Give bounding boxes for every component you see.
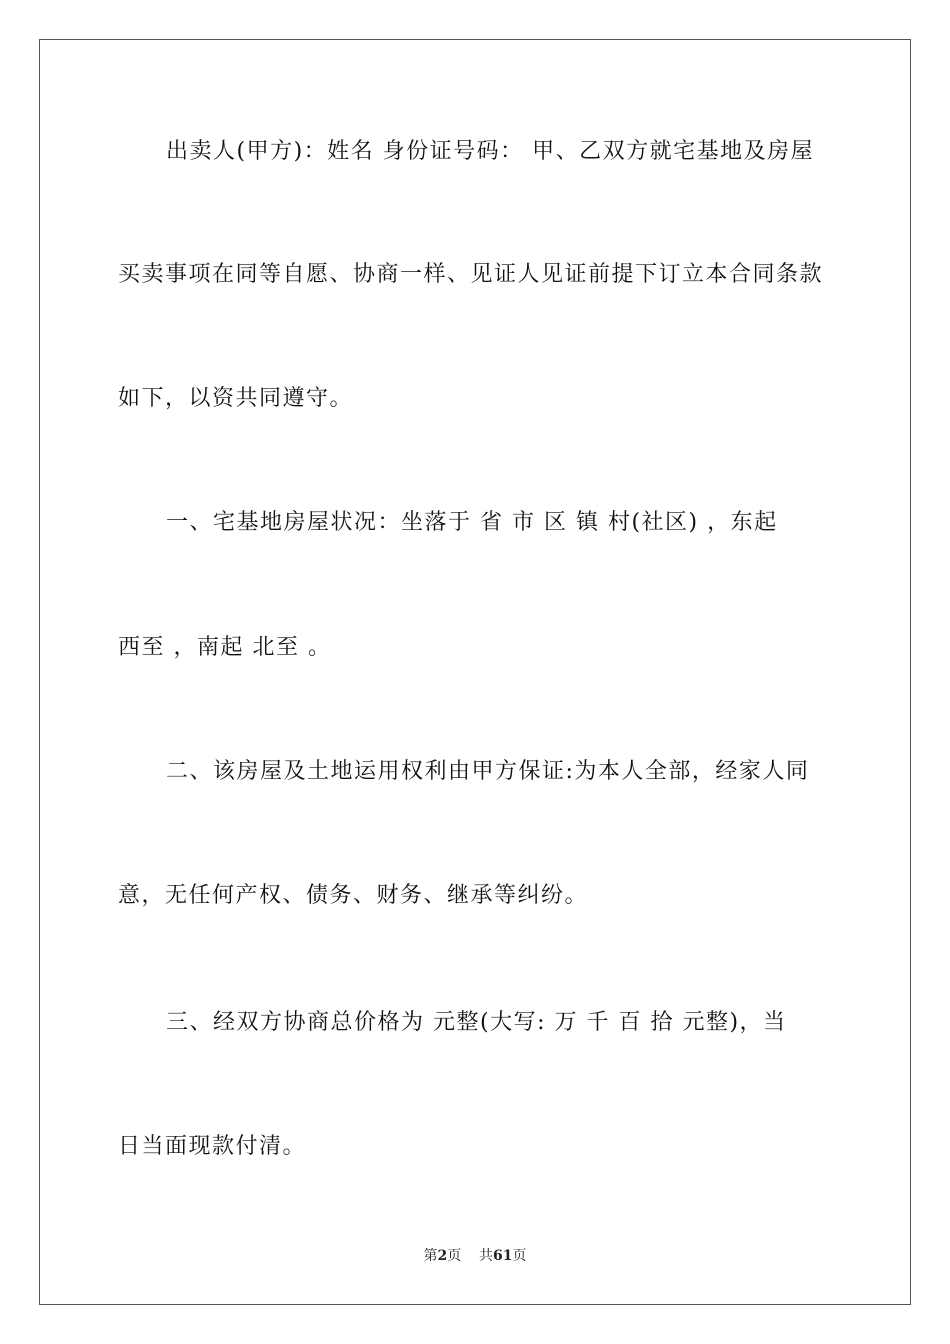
section-1-line-2: 西至 ，南起 北至 。 bbox=[118, 635, 332, 660]
paragraph-1-line-1: 出卖人(甲方)：姓名 身份证号码： 甲、乙双方就宅基地及房屋 bbox=[166, 139, 815, 164]
section-1-line-1: 一、宅基地房屋状况：坐落于 省 市 区 镇 村(社区) ，东起 bbox=[166, 510, 778, 535]
page-border bbox=[39, 39, 911, 1305]
footer-total-suffix: 页 bbox=[512, 1248, 527, 1264]
paragraph-1-line-3: 如下，以资共同遵守。 bbox=[118, 386, 354, 411]
section-2-line-2: 意，无任何产权、债务、财务、继承等纠纷。 bbox=[118, 883, 589, 908]
page-footer bbox=[0, 1246, 950, 1266]
footer-total-prefix: 共 bbox=[479, 1248, 494, 1264]
footer-page-prefix: 第 bbox=[423, 1248, 438, 1264]
footer-total-pages: 61 bbox=[493, 1248, 513, 1264]
section-3-line-2: 日当面现款付清。 bbox=[118, 1134, 307, 1159]
section-3-line-1: 三、经双方协商总价格为 元整(大写: 万 千 百 拾 元整)，当 bbox=[166, 1010, 787, 1035]
paragraph-1-line-2: 买卖事项在同等自愿、协商一样、见证人见证前提下订立本合同条款 bbox=[118, 262, 824, 287]
footer-page-number: 2 bbox=[437, 1248, 448, 1264]
section-2-line-1: 二、该房屋及土地运用权利由甲方保证:为本人全部，经家人同 bbox=[166, 759, 810, 784]
footer-page-suffix: 页 bbox=[447, 1248, 462, 1264]
